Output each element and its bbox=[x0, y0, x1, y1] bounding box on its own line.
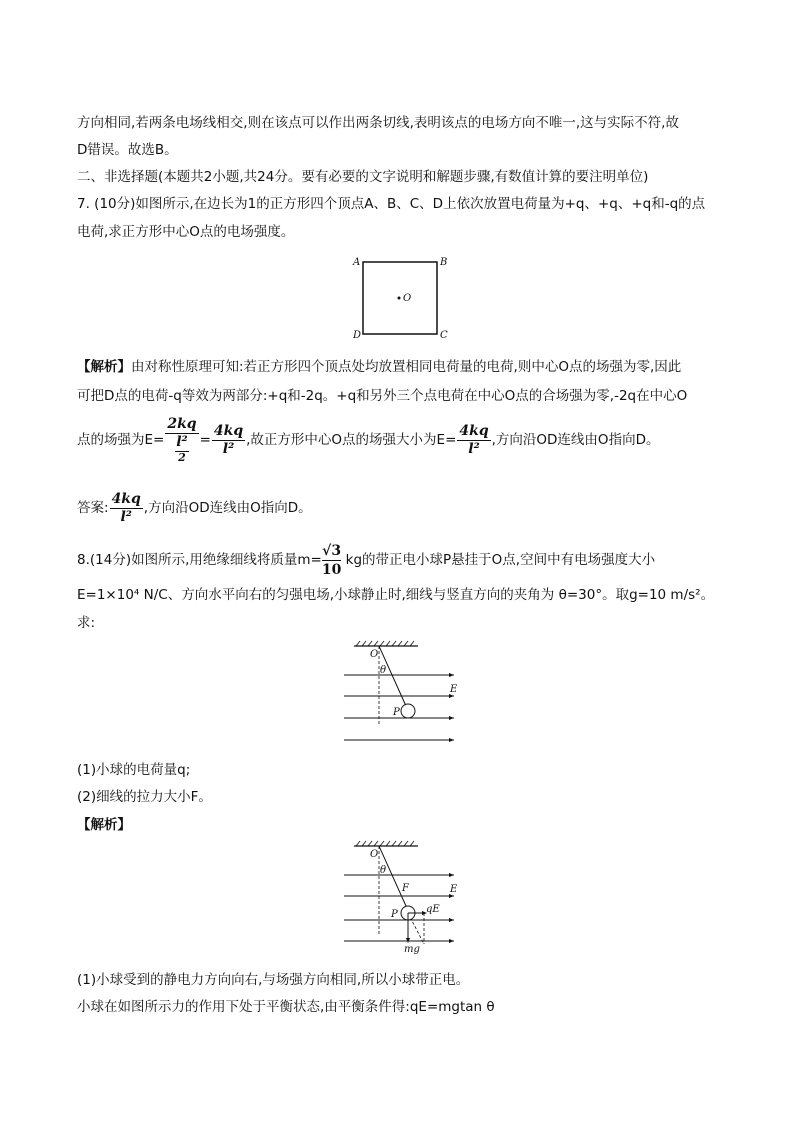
label-p: P bbox=[393, 707, 400, 718]
label-theta: θ bbox=[380, 665, 387, 676]
label-o: O bbox=[403, 293, 412, 304]
solution-line-1: (1)小球受到的静电力方向向右,与场强方向相同,所以小球带正电。 bbox=[77, 972, 470, 988]
question-8 bbox=[77, 538, 655, 582]
sub-question-1: (1)小球的电荷量q; bbox=[77, 762, 191, 778]
fraction-answer: $\frac{4kq}{\text{l²}}$ bbox=[111, 490, 141, 525]
q8-text-b: kg的带正电小球P悬挂于O点,空间中有电场强度大小 bbox=[345, 552, 656, 568]
analysis-line-1 bbox=[77, 357, 681, 377]
label-mg: mg bbox=[404, 944, 420, 955]
analysis-line-3 bbox=[77, 416, 659, 464]
analysis-tag-2: 【解析】 bbox=[77, 817, 131, 833]
analysis-tag: 【解析】 bbox=[77, 359, 131, 375]
label-d: D bbox=[353, 330, 362, 341]
formula-prefix: 点的场强为E= bbox=[77, 432, 165, 448]
section-heading: 二、非选择题(本题共2小题,共24分。要有必要的文字说明和解题步骤,有数值计算的要注明单位) bbox=[77, 169, 649, 185]
formula-suffix: ,方向沿OD连线由O指向D。 bbox=[491, 432, 660, 448]
answer-text: ,方向沿OD连线由O指向D。 bbox=[143, 500, 312, 516]
answer-line bbox=[77, 488, 312, 528]
answer-label: 答案: bbox=[77, 500, 109, 516]
mass-fraction: $\frac{√3}{10}$ bbox=[321, 542, 342, 578]
question-8-cont: E=1×10⁴ N/C、方向水平向右的匀强电场,小球静止时,细线与竖直方向的夹角为 θ=30°。取g=10 m/s²。 bbox=[77, 587, 715, 603]
solution-line-2: 小球在如图所示力的作用下处于平衡状态,由平衡条件得:qE=mgtan θ bbox=[77, 999, 495, 1015]
fraction-2kq: 2kq l² 2 bbox=[167, 416, 197, 464]
pendulum-figure bbox=[340, 640, 465, 745]
text-line-2: D错误。故选B。 bbox=[77, 142, 178, 158]
fraction-4kq-b: $\frac{4kq}{\text{l²}}$ bbox=[459, 422, 489, 457]
force-diagram bbox=[340, 840, 465, 955]
sub-question-2: (2)细线的拉力大小F。 bbox=[77, 789, 212, 805]
q8-text-a: 8.(14分)如图所示,用绝缘细线将质量m= bbox=[77, 552, 322, 568]
text-line-1: 方向相同,若两条电场线相交,则在该点可以作出两条切线,表明该点的电场方向不唯一,这与实际不符,故 bbox=[77, 115, 679, 131]
label-c: C bbox=[440, 330, 448, 341]
equals-sign: = bbox=[199, 432, 211, 448]
formula-mid: ,故正方形中心O点的场强大小为E= bbox=[246, 432, 457, 448]
label-a: A bbox=[353, 257, 361, 268]
question-7: 7. (10分)如图所示,在边长为1的正方形四个顶点A、B、C、D上依次放置电荷量为+q、+q、+q和-q的点 bbox=[77, 196, 706, 212]
analysis-line-2: 可把D点的电荷-q等效为两部分:+q和-2q。+q和另外三个点电荷在中心O点的合场强为零,-2q在中心O bbox=[77, 388, 688, 404]
label-o: O bbox=[370, 849, 379, 860]
label-e: E bbox=[450, 684, 458, 695]
label-o: O bbox=[370, 649, 379, 660]
square-figure bbox=[345, 252, 455, 342]
label-qe: qE bbox=[426, 904, 440, 915]
fraction-4kq-a: $\frac{4kq}{\text{l²}}$ bbox=[213, 422, 244, 457]
label-f: F bbox=[402, 883, 409, 894]
label-b: B bbox=[440, 257, 448, 268]
label-theta: θ bbox=[380, 865, 387, 876]
label-p: P bbox=[391, 909, 398, 920]
analysis-text: 由对称性原理可知:若正方形四个顶点处均放置相同电荷量的电荷,则中心O点的场强为零,因此 bbox=[131, 359, 682, 375]
label-e: E bbox=[450, 884, 458, 895]
question-7-cont: 电荷,求正方形中心O点的电场强度。 bbox=[77, 224, 295, 240]
question-8-ask: 求: bbox=[77, 615, 96, 631]
